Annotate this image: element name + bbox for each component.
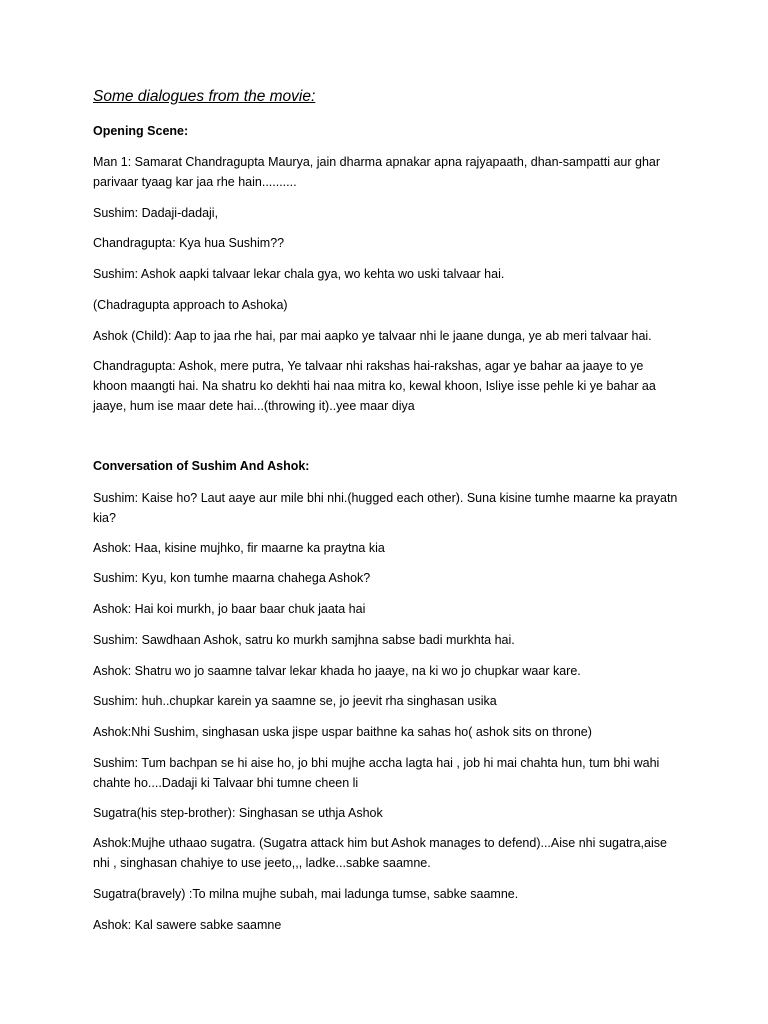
section-heading-conversation: Conversation of Sushim And Ashok:	[93, 459, 310, 473]
dialogue-line: Sushim: Sawdhaan Ashok, satru ko murkh samjhna sabse badi murkhta hai.	[93, 633, 515, 647]
section-heading-opening-scene: Opening Scene:	[93, 124, 189, 138]
dialogue-line: Sushim: Kyu, kon tumhe maarna chahega Ashok?	[93, 571, 371, 585]
dialogue-line: Ashok: Shatru wo jo saamne talvar lekar khada ho jaaye, na ki wo jo chupkar waar kare.	[93, 664, 581, 678]
dialogue-line: Sugatra(his step-brother): Singhasan se uthja Ashok	[93, 806, 383, 820]
dialogue-line: Sushim: Dadaji-dadaji,	[93, 206, 219, 220]
dialogue-line: Sushim: huh..chupkar karein ya saamne se, jo jeevit rha singhasan usika	[93, 694, 497, 708]
dialogue-line: Sugatra(bravely) :To milna mujhe subah, mai ladunga tumse, sabke saamne.	[93, 887, 519, 901]
dialogue-line: Ashok: Kal sawere sabke saamne	[93, 918, 282, 932]
stage-direction: (Chadragupta approach to Ashoka)	[93, 298, 288, 312]
dialogue-line: Ashok:Mujhe uthaao sugatra. (Sugatra attack him but Ashok manages to defend)...Aise nhi sugatra,aise nhi , singhasan chahiye to use jeeto,,, ladke...sabke saamne.	[93, 836, 667, 870]
dialogue-line: Ashok: Haa, kisine mujhko, fir maarne ka praytna kia	[93, 541, 385, 555]
document-title: Some dialogues from the movie:	[93, 88, 316, 105]
dialogue-line: Sushim: Kaise ho? Laut aaye aur mile bhi nhi.(hugged each other). Suna kisine tumhe maarne ka prayatn kia?	[93, 491, 678, 525]
dialogue-line: Ashok (Child): Aap to jaa rhe hai, par mai aapko ye talvaar nhi le jaane dunga, ye ab meri talvaar hai.	[93, 329, 652, 343]
dialogue-line: Ashok: Hai koi murkh, jo baar baar chuk jaata hai	[93, 602, 366, 616]
dialogue-line: Man 1: Samarat Chandragupta Maurya, jain dharma apnakar apna rajyapaath, dhan-sampatti aur ghar parivaar tyaag kar jaa rhe hain..........	[93, 155, 661, 189]
dialogue-line: Sushim: Tum bachpan se hi aise ho, jo bhi mujhe accha lagta hai , job hi mai chahta hun, tum bhi wahi chahte ho....Dadaji ki Talvaar bhi tumne cheen li	[93, 756, 660, 790]
dialogue-line: Chandragupta: Kya hua Sushim??	[93, 236, 285, 250]
dialogue-line: Chandragupta: Ashok, mere putra, Ye talvaar nhi rakshas hai-rakshas, agar ye bahar aa jaaye to ye khoon maangti hai. Na shatru ko dekhti hai naa mitra ko, kewal khoon, Isliye isse pehle ki ye bahar aa jaaye, hum ise maar dete hai...(throwing it)..yee maar diya	[93, 359, 656, 413]
dialogue-line: Ashok:Nhi Sushim, singhasan uska jispe uspar baithne ka sahas ho( ashok sits on throne)	[93, 725, 592, 739]
dialogue-line: Sushim: Ashok aapki talvaar lekar chala gya, wo kehta wo uski talvaar hai.	[93, 267, 505, 281]
